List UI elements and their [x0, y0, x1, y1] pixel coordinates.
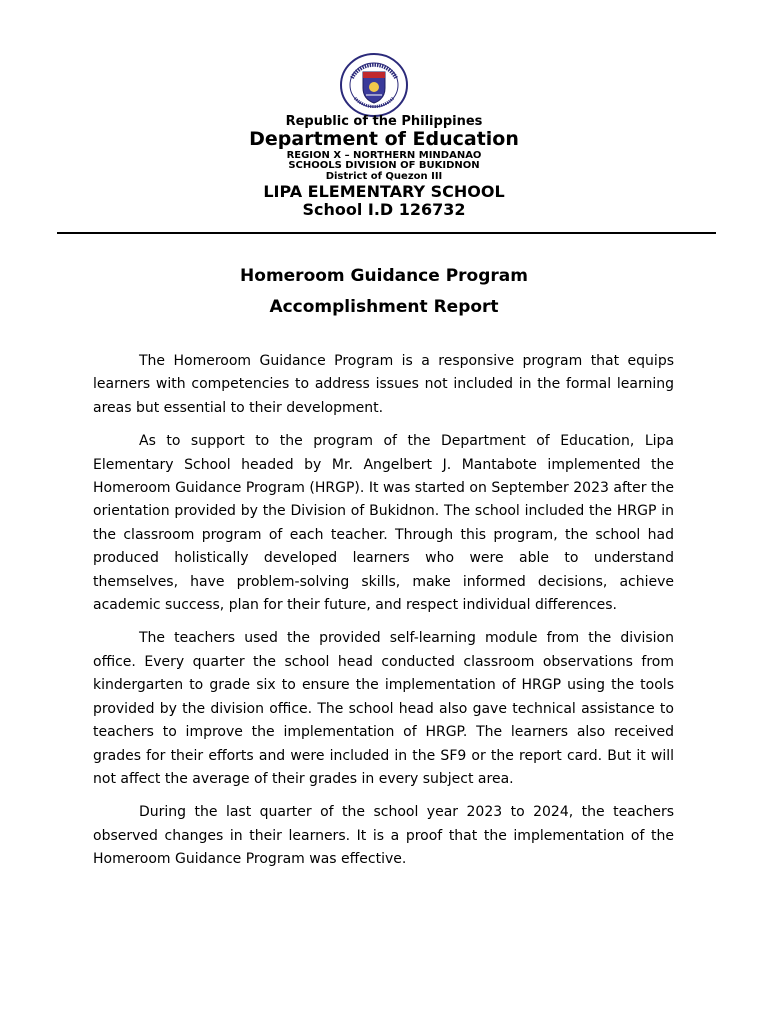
report-body: [93, 350, 674, 882]
report-title: Homeroom Guidance Program: [240, 266, 528, 286]
department-heading: Department of Education: [249, 128, 519, 150]
paragraph: The Homeroom Guidance Program is a responsive program that equips learners with competencies to address issues not included in the formal learning areas but essential to their development.: [93, 353, 674, 416]
division-line: SCHOOLS DIVISION OF BUKIDNON: [288, 160, 480, 171]
district-line: District of Quezon III: [325, 171, 443, 182]
school-id: School I.D 126732: [302, 200, 466, 219]
paragraph: As to support to the program of the Department of Education, Lipa Elementary School headed by Mr. Angelbert J. Mantabote implemented the Homeroom Guidance Program (HRGP). It was started on September 2023 after the orientation provided by the Division of Bukidnon. The school included the HRGP in the classroom program of each teacher. Through this program, the school had produced holistically developed learners who were able to understand themselves, have problem-solving skills, make informed decisions, achieve academic success, plan for their future, and respect individual differences.: [93, 433, 674, 614]
report-subtitle: Accomplishment Report: [269, 297, 499, 317]
paragraph: During the last quarter of the school year 2023 to 2024, the teachers observed changes in their learners. It is a proof that the implementation of the Homeroom Guidance Program was effective.: [93, 804, 674, 868]
school-name: LIPA ELEMENTARY SCHOOL: [263, 182, 505, 201]
deped-seal-logo: [338, 52, 410, 118]
paragraph: The teachers used the provided self-learning module from the division office. Every quarter the school head conducted classroom observations from kindergarten to grade six to ensure the implementation of HRGP using the tools provided by the division office. The school head also gave technical assistance to teachers to improve the implementation of HRGP. The learners also received grades for their efforts and were included in the SF9 or the report card. But it will not affect the average of their grades in every subject area.: [93, 630, 674, 787]
header-divider: [57, 232, 716, 234]
republic-heading: Republic of the Philippines: [285, 114, 483, 129]
region-line: REGION X – NORTHERN MINDANAO: [286, 150, 482, 161]
